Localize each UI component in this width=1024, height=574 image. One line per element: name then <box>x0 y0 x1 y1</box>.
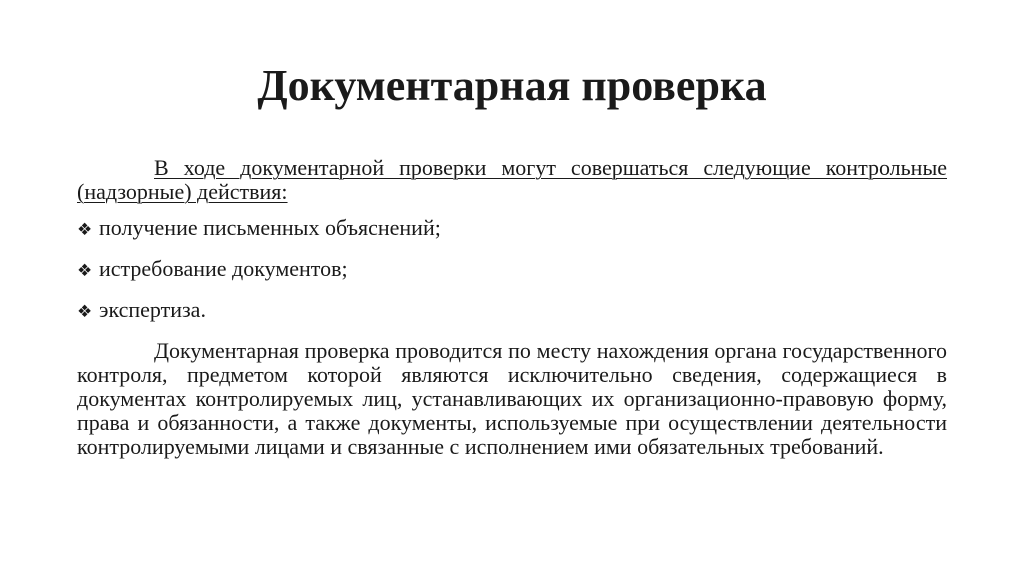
list-item-text: получение письменных объяснений; <box>99 215 441 240</box>
slide-title: Документарная проверка <box>257 61 767 110</box>
diamond-bullet-icon: ❖ <box>77 261 93 281</box>
main-paragraph: Документарная проверка проводится по месту нахождения органа государственного контроля, предметом которой являются исключительно сведения, содержащиеся в документах контролируемых лиц, устанавливающих их организационно-правовую форму, права и обязанности, а также документы, используемые при осуществлении деятельности контролируемыми лицами и связанные с исполнением ими обязательных требований. <box>77 338 947 459</box>
list-item <box>77 298 947 324</box>
diamond-bullet-icon: ❖ <box>77 220 93 240</box>
list-item-text: экспертиза. <box>99 297 206 322</box>
list-item-text: истребование документов; <box>99 256 348 281</box>
diamond-bullet-icon: ❖ <box>77 302 93 322</box>
list-item <box>77 257 947 283</box>
slide-body <box>77 156 947 459</box>
action-list <box>77 216 947 324</box>
intro-paragraph: В ходе документарной проверки могут совершаться следующие контрольные (надзорные) действия: <box>77 155 947 204</box>
list-item <box>77 216 947 242</box>
